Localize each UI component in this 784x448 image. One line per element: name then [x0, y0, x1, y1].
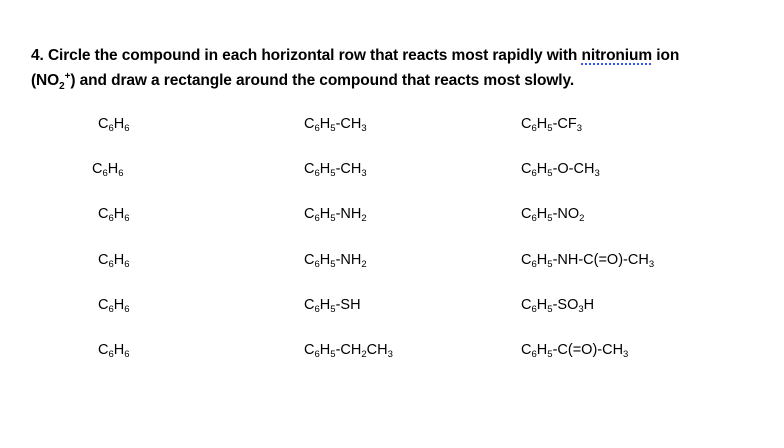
formula-text: C — [304, 297, 315, 313]
formula-text: -CH — [335, 161, 362, 177]
question-line2-subscript: 2 — [59, 81, 65, 93]
formula-subscript: 3 — [594, 168, 600, 179]
formula-text: C — [521, 297, 532, 313]
formula-text: -SH — [335, 297, 361, 313]
formula-subscript: 2 — [361, 259, 367, 270]
formula-subscript: 6 — [118, 168, 124, 179]
formula-subscript: 6 — [124, 213, 130, 224]
compound-formula-r3-c3 — [521, 205, 584, 223]
formula-subscript: 6 — [108, 213, 114, 224]
formula-subscript: 2 — [361, 349, 367, 360]
question-line2-suffix: ) and draw a rectangle around the compound that reacts most slowly. — [70, 72, 575, 89]
formula-subscript: 6 — [531, 304, 537, 315]
formula-text: H — [319, 116, 331, 132]
formula-text: H — [536, 116, 548, 132]
formula-text: H — [113, 297, 125, 313]
formula-text: H — [536, 161, 548, 177]
formula-text: C — [521, 342, 532, 358]
compound-formula-r1-c2 — [304, 115, 367, 133]
formula-text: C — [304, 342, 315, 358]
formula-subscript: 5 — [547, 168, 553, 179]
formula-subscript: 6 — [124, 349, 130, 360]
formula-subscript: 6 — [531, 213, 537, 224]
compound-formula-r6-c3 — [521, 341, 628, 359]
formula-subscript: 3 — [648, 259, 655, 270]
formula-text: H — [113, 206, 125, 222]
formula-text: H — [319, 206, 331, 222]
formula-text: C — [98, 252, 109, 268]
formula-subscript: 5 — [547, 349, 553, 360]
formula-subscript: 5 — [547, 304, 553, 315]
question-number: 4. — [31, 47, 44, 64]
formula-subscript: 6 — [124, 123, 130, 134]
formula-text: -NH — [335, 206, 362, 222]
compound-formula-r2-c1 — [92, 160, 124, 178]
formula-subscript: 3 — [623, 349, 629, 360]
formula-subscript: 6 — [314, 349, 320, 360]
formula-subscript: 6 — [531, 123, 537, 134]
formula-text: -CH — [335, 342, 362, 358]
formula-subscript: 5 — [330, 213, 336, 224]
formula-text: H — [113, 342, 125, 358]
spellcheck-flagged-word[interactable]: nitronium — [581, 47, 653, 64]
formula-subscript: 3 — [387, 349, 393, 360]
compound-formula-r6-c1 — [98, 341, 130, 359]
formula-text: H — [536, 206, 548, 222]
formula-subscript: 6 — [124, 259, 130, 270]
formula-text: H — [583, 297, 595, 313]
formula-text: H — [319, 297, 331, 313]
formula-subscript: 2 — [579, 213, 585, 224]
formula-subscript: 6 — [314, 123, 320, 134]
formula-subscript: 5 — [547, 123, 553, 134]
compound-formula-r2-c2 — [304, 160, 367, 178]
compound-formula-r4-c3 — [521, 251, 654, 269]
formula-text: C — [521, 206, 532, 222]
formula-text: H — [113, 252, 125, 268]
formula-text: -NH-C(=O)-CH — [552, 252, 649, 268]
formula-subscript: 6 — [124, 304, 130, 315]
compound-formula-r5-c1 — [98, 296, 130, 314]
formula-text: H — [536, 252, 548, 268]
formula-text: C — [98, 297, 109, 313]
formula-text: C — [521, 252, 532, 268]
formula-subscript: 6 — [314, 304, 320, 315]
compound-formula-r2-c3 — [521, 160, 600, 178]
formula-text: -O-CH — [552, 161, 595, 177]
formula-subscript: 5 — [330, 168, 336, 179]
question-line2-prefix: (NO — [31, 72, 60, 89]
question-part2: ion — [652, 47, 680, 64]
compound-formula-r6-c2 — [304, 341, 393, 359]
formula-subscript: 5 — [547, 213, 553, 224]
compound-formula-r5-c2 — [304, 296, 361, 314]
formula-text: H — [319, 342, 331, 358]
formula-text: H — [536, 297, 548, 313]
formula-subscript: 2 — [361, 213, 367, 224]
compound-formula-r4-c2 — [304, 251, 367, 269]
formula-subscript: 5 — [547, 259, 553, 270]
formula-subscript: 5 — [330, 349, 336, 360]
formula-subscript: 3 — [578, 304, 584, 315]
formula-subscript: 5 — [330, 123, 336, 134]
formula-subscript: 6 — [531, 259, 537, 270]
formula-subscript: 6 — [531, 168, 537, 179]
formula-subscript: 3 — [361, 168, 367, 179]
formula-text: CH — [366, 342, 388, 358]
formula-text: C — [92, 161, 103, 177]
formula-text: -C(=O)-CH — [552, 342, 624, 358]
formula-subscript: 6 — [314, 259, 320, 270]
formula-subscript: 6 — [314, 168, 320, 179]
formula-text: C — [98, 206, 109, 222]
formula-subscript: 6 — [531, 349, 537, 360]
compound-formula-r1-c3 — [521, 115, 582, 133]
formula-text: -CH — [335, 116, 362, 132]
question-line2-superscript: + — [64, 70, 71, 82]
formula-text: C — [521, 161, 532, 177]
formula-subscript: 5 — [330, 304, 336, 315]
compound-formula-r3-c1 — [98, 205, 130, 223]
compound-formula-r3-c2 — [304, 205, 367, 223]
formula-text: C — [98, 116, 109, 132]
formula-subscript: 6 — [108, 123, 114, 134]
formula-subscript: 5 — [330, 259, 336, 270]
formula-subscript: 3 — [576, 123, 583, 134]
formula-text: C — [98, 342, 109, 358]
formula-text: C — [521, 116, 532, 132]
formula-text: C — [304, 116, 315, 132]
formula-text: H — [113, 116, 125, 132]
compound-formula-r1-c1 — [98, 115, 130, 133]
formula-subscript: 6 — [314, 213, 320, 224]
formula-text: -NO — [552, 206, 580, 222]
formula-text: C — [304, 252, 315, 268]
formula-text: H — [319, 252, 331, 268]
formula-subscript: 6 — [108, 349, 114, 360]
formula-subscript: 6 — [108, 259, 114, 270]
compound-formula-r5-c3 — [521, 296, 594, 314]
formula-text: -SO — [552, 297, 579, 313]
formula-subscript: 6 — [108, 304, 114, 315]
formula-text: -NH — [335, 252, 362, 268]
formula-text: H — [319, 161, 331, 177]
formula-text: H — [107, 161, 119, 177]
formula-text: H — [536, 342, 548, 358]
formula-text: C — [304, 206, 315, 222]
formula-subscript: 6 — [102, 168, 108, 179]
formula-subscript: 3 — [361, 123, 367, 134]
compound-formula-r4-c1 — [98, 251, 130, 269]
formula-text: -CF — [552, 116, 577, 132]
formula-text: C — [304, 161, 315, 177]
question-part1: Circle the compound in each horizontal row that reacts most rapidly with — [43, 47, 582, 64]
